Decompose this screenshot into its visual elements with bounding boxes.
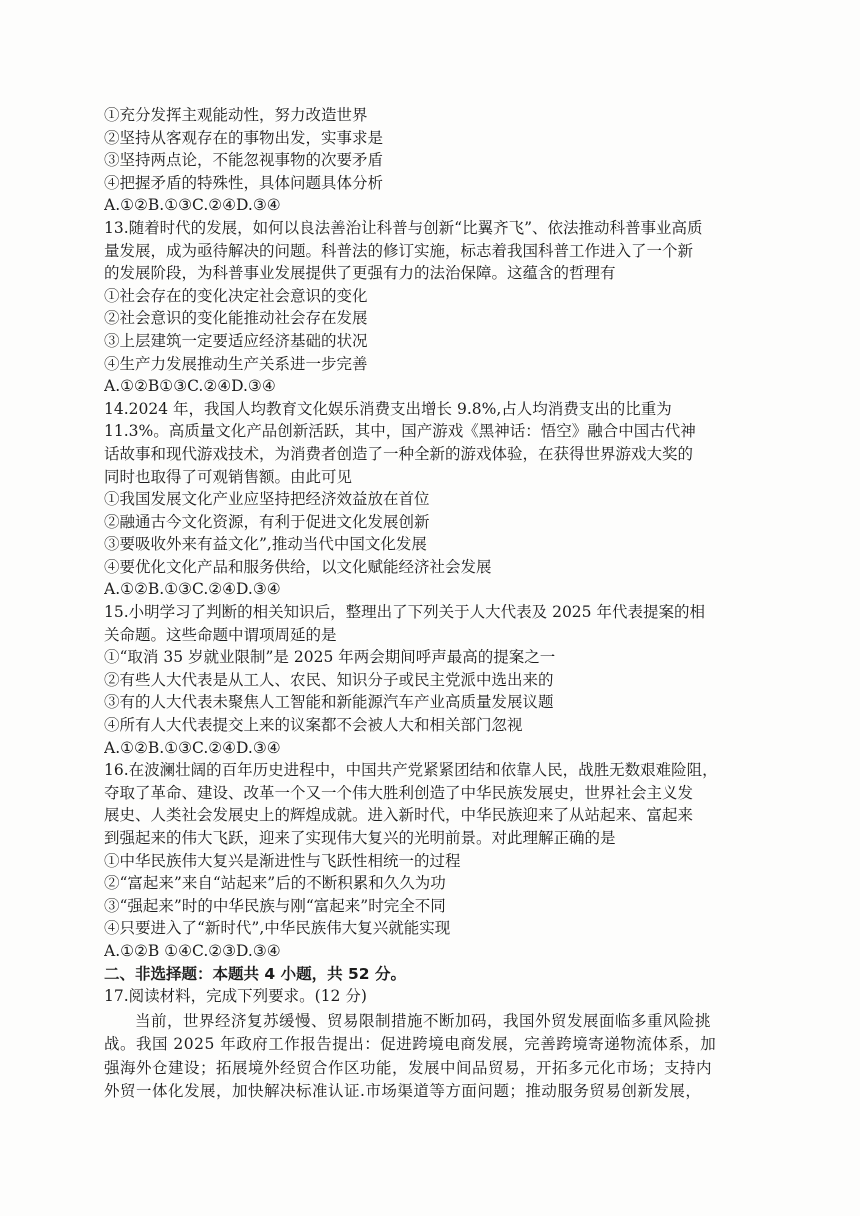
answer-choices: A.①②B.①③C.②④D.③④ <box>104 580 281 599</box>
option-4: ④只要进入了“新时代”,中华民族伟大复兴就能实现 <box>104 919 451 938</box>
question-stem-line: 话故事和现代游戏技术，为消费者创造了一种全新的游戏体验，在获得世界游戏大奖的 <box>104 444 694 463</box>
question-stem-line: 13.随着时代的发展，如何以良法善治让科普与创新“比翼齐飞”、依法推动科普事业高质 <box>104 218 703 237</box>
material-line: 战。我国 2025 年政府工作报告提出：促进跨境电商发展，完善跨境寄递物流体系，加 <box>104 1035 717 1054</box>
option-1: ①充分发挥主观能动性，努力改造世界 <box>104 106 368 124</box>
page-content <box>104 104 769 1104</box>
option-3: ③上层建筑一定要适应经济基础的状况 <box>104 331 368 350</box>
option-1: ①“取消 35 岁就业限制”是 2025 年两会期间呼声最高的提案之一 <box>104 648 556 667</box>
question-16 <box>104 759 769 962</box>
answer-choices: A.①②B.①③C.②④D.③④ <box>104 738 281 757</box>
option-1: ①社会存在的变化决定社会意识的变化 <box>104 286 368 305</box>
question-stem-line: 16.在波澜壮阔的百年历史进程中，中国共产党紧紧团结和依靠人民，战胜无数艰难险阻， <box>104 761 718 780</box>
section-heading: 二、非选择题：本题共 4 小题，共 52 分。 <box>104 964 406 983</box>
option-1: ①中华民族伟大复兴是渐进性与飞跃性相统一的过程 <box>104 851 461 870</box>
question-stem-line: 夺取了革命、建设、改革一个又一个伟大胜利创造了中华民族发展史，世界社会主义发 <box>104 783 694 802</box>
material-line: 当前，世界经济复苏缓慢、贸易限制措施不断加码，我国外贸发展面临多重风险挑 <box>135 1011 712 1030</box>
option-3: ③“强起来”时的中华民族与刚“富起来”时完全不同 <box>104 896 446 915</box>
question-stem-line: 量发展，成为亟待解决的问题。科普法的修订实施，标志着我国科普工作进入了一个新 <box>104 241 694 260</box>
question-13 <box>104 217 769 398</box>
option-4: ④把握矛盾的特殊性，具体问题具体分析 <box>104 173 384 192</box>
option-2: ②融通古今文化资源，有利于促进文化发展创新 <box>104 512 430 531</box>
question-12-options <box>104 104 769 217</box>
option-3: ③要吸收外来有益文化”,推动当代中国文化发展 <box>104 535 427 554</box>
option-2: ②“富起来”来自“站起来”后的不断积累和久久为功 <box>104 874 446 893</box>
question-stem-line: 14.2024 年，我国人均教育文化娱乐消费支出增长 9.8%,占人均消费支出的比重为 <box>104 399 672 418</box>
question-stem-line: 关命题。这些命题中谓项周延的是 <box>104 625 337 644</box>
material-line: 外贸一体化发展，加快解决标准认证.市场渠道等方面问题；推动服务贸易创新发展， <box>104 1082 702 1101</box>
option-2: ②坚持从客观存在的事物出发，实事求是 <box>104 128 384 147</box>
question-stem-line: 17.阅读材料，完成下列要求。(12 分) <box>104 987 367 1006</box>
question-stem-line: 的发展阶段，为科普事业发展提供了更强有力的法治保障。这蕴含的哲理有 <box>104 264 616 283</box>
option-3: ③有的人大代表未聚焦人工智能和新能源汽车产业高质量发展议题 <box>104 693 554 712</box>
option-3: ③坚持两点论，不能忽视事物的次要矛盾 <box>104 151 384 170</box>
answer-choices: A.①②B①③C.②④D.③④ <box>104 377 276 396</box>
answer-choices: A.①②B.①③C.②④D.③④ <box>104 196 281 215</box>
option-2: ②社会意识的变化能推动社会存在发展 <box>104 309 368 328</box>
question-15 <box>104 601 769 759</box>
option-4: ④所有人大代表提交上来的议案都不会被人大和相关部门忽视 <box>104 716 523 735</box>
question-stem-line: 11.3%。高质量文化产品创新活跃，其中，国产游戏《黑神话：悟空》融合中国古代神 <box>104 422 696 441</box>
question-17 <box>104 985 769 1104</box>
question-stem-line: 到强起来的伟大飞跃，迎来了实现伟大复兴的光明前景。对此理解正确的是 <box>104 829 616 847</box>
answer-choices: A.①②B ①④C.②③D.③④ <box>104 941 281 960</box>
question-stem-line: 展史、人类社会发展史上的辉煌成就。进入新时代，中华民族迎来了从站起来、富起来 <box>104 806 694 825</box>
question-stem-line: 15.小明学习了判断的相关知识后，整理出了下列关于人大代表及 2025 年代表提案的相 <box>104 603 705 622</box>
option-1: ①我国发展文化产业应坚持把经济效益放在首位 <box>104 490 430 509</box>
option-4: ④要优化文化产品和服务供给，以文化赋能经济社会发展 <box>104 557 492 576</box>
question-stem-line: 同时也取得了可观销售额。由此可见 <box>104 467 353 486</box>
option-2: ②有些人大代表是从工人、农民、知识分子或民主党派中选出来的 <box>104 670 554 689</box>
option-4: ④生产力发展推动生产关系进一步完善 <box>104 354 368 373</box>
question-14 <box>104 398 769 601</box>
material-line: 强海外仓建设；拓展境外经贸合作区功能，发展中间品贸易，开拓多元化市场；支持内 <box>104 1058 713 1077</box>
